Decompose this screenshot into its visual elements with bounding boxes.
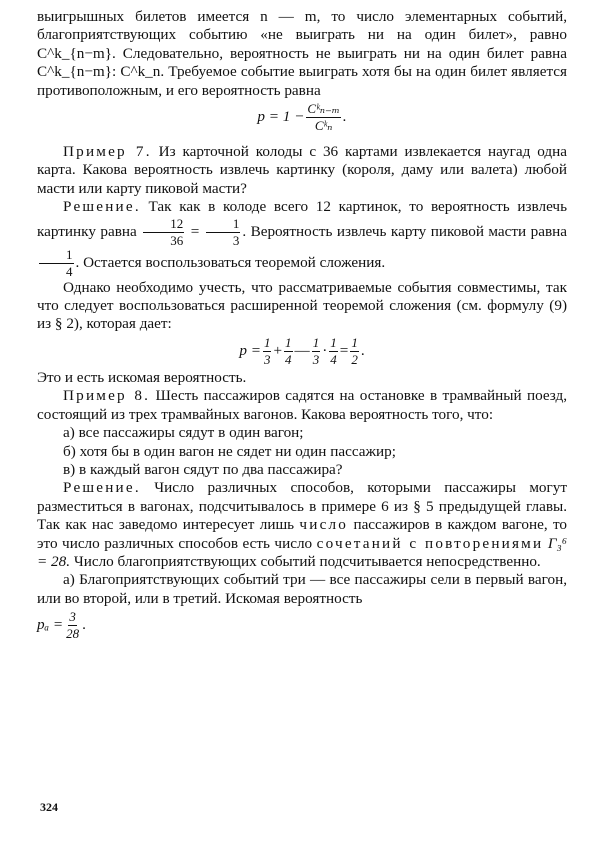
example-8-label: Пример 8. — [63, 387, 151, 405]
solution-8 — [37, 479, 567, 571]
fraction-3-28 — [65, 610, 80, 641]
solution-7-part3: . Остается воспользоваться теоремой сложения. — [75, 253, 386, 271]
formula-lhs: p = 1 − — [257, 108, 305, 126]
solution-7 — [37, 198, 567, 278]
denominator: 3 — [232, 232, 240, 248]
plus-sign: + — [273, 342, 283, 360]
denominator: 3 — [263, 351, 271, 367]
numerator: 1 — [312, 334, 320, 350]
equals-sign: = — [190, 222, 200, 240]
denominator: 4 — [330, 351, 337, 367]
paragraph-result: Это и есть искомая вероятность. — [37, 368, 247, 386]
fraction — [263, 336, 272, 367]
denominator: Cᵏₙ — [314, 118, 333, 134]
numerator: 1 — [39, 248, 74, 264]
numerator: 3 — [69, 609, 76, 625]
fraction-1-3 — [206, 217, 241, 248]
fraction — [350, 336, 359, 367]
solution-7-part2: . Вероятность извлечь карту пиковой масти равна — [242, 222, 568, 240]
fraction-1-4 — [39, 248, 74, 279]
numerator: 1 — [206, 217, 241, 233]
numerator: 1 — [330, 334, 337, 350]
emphasis-number: число — [299, 516, 349, 534]
formula-lhs: pₐ = — [37, 616, 64, 634]
paragraph-case-a: а) Благоприятствующих событий три — все пассажиры сели в первый вагон, или во второй, или в третий. Искомая вероятность — [37, 571, 567, 607]
denominator: 3 — [312, 351, 320, 367]
numerator: 12 — [143, 217, 184, 233]
solution-8-text3: Число благоприятствующих событий подсчитывается непосредственно. — [73, 552, 541, 570]
dot-sign: · — [322, 342, 328, 360]
fraction — [284, 336, 293, 367]
gamma-formula: Γ₃⁶ = 28. — [37, 534, 568, 570]
equals-sign: = — [339, 342, 349, 360]
solution-8-label: Решение. — [63, 479, 141, 497]
solution-7-label: Решение. — [63, 198, 141, 216]
paragraph-intro: выигрышных билетов имеется n — m, то число элементарных событий, благоприятствующих событию «не выиграть ни на один билет», равно C^k_{n−m}. Следовательно, вероятность не выиграть ни на один билет равна C^k_{n−m}: C^k_n. Требуемое событие выиграть хотя бы на один билет является противоположным, и его вероятность равна — [37, 8, 567, 99]
solution-8-text1: Число различных способов, которыми пассажиры могут разместиться в вагонах, подсчитывалось в примере 6 из § 5 предыдущей главы. Так как нас заведомо интересует лишь — [37, 479, 567, 534]
solution-7-part1: Так как в колоде всего 12 картинок, то вероятность извлечь картинку равна — [37, 198, 568, 240]
numerator: 1 — [285, 334, 292, 350]
numerator: 1 — [263, 334, 271, 350]
page-body — [37, 8, 567, 643]
paragraph-compatibility: Однако необходимо учесть, что рассматриваемые события совместимы, так что следует воспользоваться расширенной теоремой сложения (см. формулу (9) из § 2), которая дает: — [37, 278, 567, 333]
formula-p: p = — [239, 342, 261, 360]
denominator: 28 — [66, 626, 80, 642]
numerator: Cᵏₙ₋ₘ — [307, 101, 340, 117]
list-item: в) в каждый вагон сядут по два пассажира? — [63, 460, 343, 478]
example-7-label: Пример 7. — [63, 143, 152, 161]
denominator: 4 — [285, 351, 292, 367]
formula-end: . — [82, 616, 86, 634]
numerator: 1 — [351, 334, 358, 350]
solution-8-text2: пассажиров в каждом вагоне, то это число различных способов есть число — [37, 516, 568, 552]
fraction — [312, 336, 321, 367]
emphasis-combinations: сочетаний с повторениями — [316, 534, 544, 552]
fraction-12-36 — [143, 217, 184, 248]
example-8 — [37, 387, 567, 424]
denominator: 36 — [170, 232, 184, 248]
example-7 — [37, 143, 567, 198]
page-number: 324 — [40, 800, 58, 814]
example-7-text: Из карточной колоды с 36 картами извлекается наугад одна карта. Какова вероятность извлечь картинку (короля, даму или валета) любой масти или карту пиковой масти? — [37, 143, 568, 197]
formula-end: . — [342, 108, 347, 126]
denominator: 2 — [351, 351, 358, 367]
fraction — [306, 102, 340, 133]
minus-sign: — — [294, 342, 310, 360]
list-item: а) все пассажиры сядут в один вагон; — [63, 424, 304, 442]
list-item: б) хотя бы в один вагон не сядет ни один пассажир; — [63, 442, 396, 460]
formula-pa — [37, 610, 567, 641]
formula-extended-addition — [37, 336, 567, 367]
formula-end: . — [360, 342, 365, 360]
example-8-text: Шесть пассажиров садятся на остановке в трамвайный поезд, состоящий из трех трамвайных вагонов. Какова вероятность того, что: — [37, 387, 568, 423]
denominator: 4 — [66, 263, 73, 279]
formula-probability-win — [37, 102, 567, 133]
fraction — [329, 336, 338, 367]
